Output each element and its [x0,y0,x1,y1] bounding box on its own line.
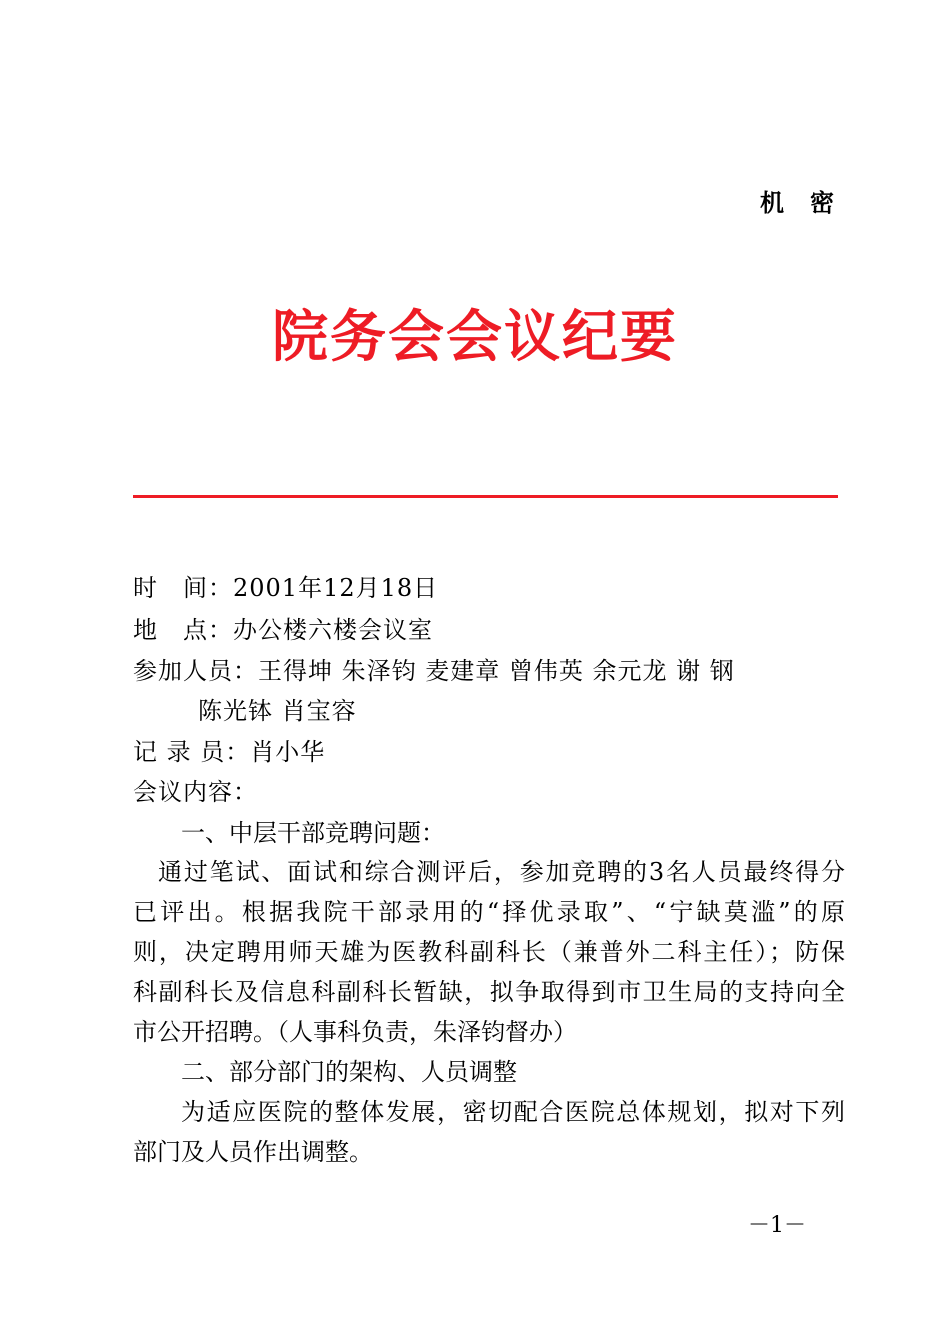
meeting-content-label: 会议内容： [133,778,258,806]
paragraph-2-line-2: 部门及人员作出调整。 [133,1138,373,1166]
paragraph-2-line-1: 为适应医院的整体发展，密切配合医院总体规划，拟对下列 [181,1098,845,1126]
meeting-attendees-continued: 陈光钵 肖宝容 [198,697,357,725]
meeting-recorder: 记 录 员：肖小华 [133,738,326,766]
section-heading-1: 一、中层干部竞聘问题： [181,819,445,847]
paragraph-1-line-1: 通过笔试、面试和综合测评后，参加竞聘的3名人员最终得分 [158,858,845,886]
paragraph-1-line-4: 科副科长及信息科副科长暂缺，拟争取得到市卫生局的支持向全 [133,978,845,1006]
paragraph-1-line-3: 则，决定聘用师天雄为医教科副科长（兼普外二科主任）；防保 [133,938,845,966]
meeting-place: 地 点：办公楼六楼会议室 [133,616,433,644]
page-number: －1－ [748,1213,806,1238]
title-divider [133,495,838,498]
classification-label: 机密 [760,188,860,217]
document-title: 院务会会议纪要 [272,305,678,370]
paragraph-1-line-2: 已评出。根据我院干部录用的“择优录取”、“宁缺莫滥”的原 [133,898,845,926]
meeting-time: 时 间：2001年12月18日 [133,574,439,602]
meeting-attendees: 参加人员：王得坤 朱泽钧 麦建章 曾伟英 余元龙 谢 钢 [133,657,735,685]
section-heading-2: 二、部分部门的架构、人员调整 [181,1058,517,1086]
paragraph-1-line-5: 市公开招聘。（人事科负责，朱泽钧督办） [133,1018,577,1046]
